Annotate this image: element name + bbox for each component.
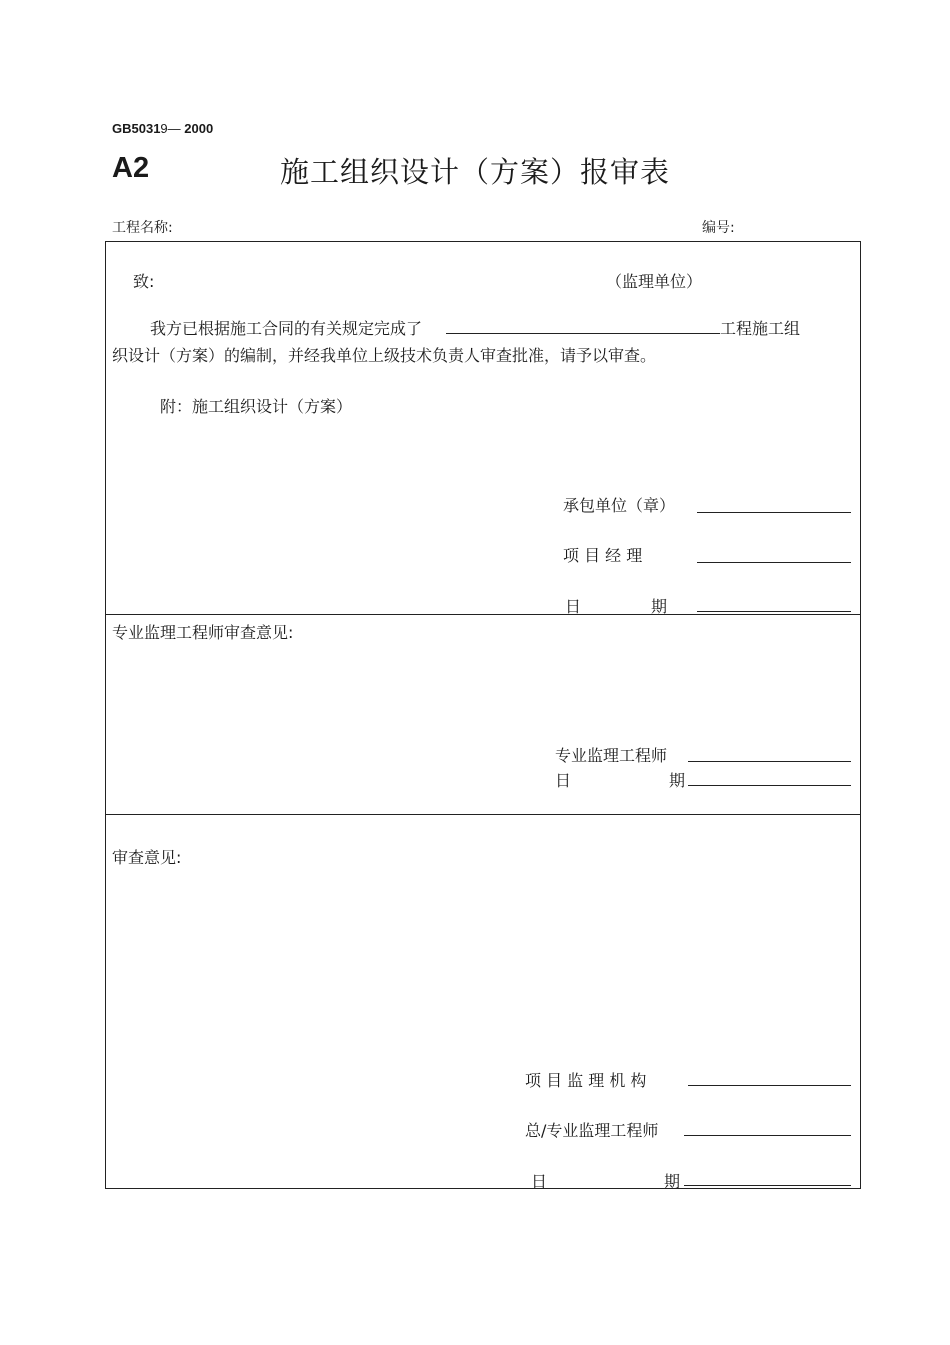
supervision-org-label: 项 目 监 理 机 构 [525, 1071, 647, 1090]
contractor-label: 承包单位（章） [563, 496, 676, 515]
application-paragraph [112, 315, 850, 369]
date-line-3[interactable] [684, 1185, 851, 1186]
date-label-char-2: 期 [664, 1172, 681, 1191]
attachment-label: 附：施工组织设计（方案） [160, 397, 353, 416]
project-manager-label: 项 目 经 理 [563, 546, 643, 565]
date-label-char-1: 日 [531, 1172, 548, 1191]
body-text-mid: 工程施工组 [720, 319, 801, 338]
project-name-blank[interactable] [446, 319, 720, 334]
date-line-2[interactable] [688, 785, 851, 786]
form-code: A2 [112, 152, 150, 184]
date-line-1[interactable] [697, 611, 851, 612]
date-label-char-2: 期 [651, 597, 668, 616]
standard-code-number: GB5031 [112, 121, 161, 136]
chief-engineer-signature-line[interactable] [684, 1135, 851, 1136]
date-label-char-2: 期 [669, 771, 686, 790]
engineer-signature-line[interactable] [688, 761, 851, 762]
number-label: 编号: [702, 220, 735, 236]
standard-code-year: 2000 [184, 121, 214, 136]
standard-code [112, 121, 213, 136]
engineer-label: 专业监理工程师 [555, 746, 668, 765]
section-divider-2 [105, 814, 861, 815]
contractor-signature-line[interactable] [697, 512, 851, 513]
to-label: 致: [133, 272, 155, 291]
date-label-char-1: 日 [555, 771, 572, 790]
project-manager-signature-line[interactable] [697, 562, 851, 563]
supervision-org-signature-line[interactable] [688, 1085, 851, 1086]
standard-code-separator: 9— [160, 121, 181, 136]
body-text-start: 我方已根据施工合同的有关规定完成了 [150, 319, 423, 338]
section-divider-1 [105, 614, 861, 615]
supervisor-unit-label: （监理单位） [606, 272, 703, 291]
body-text-end: 织设计（方案）的编制，并经我单位上级技术负责人审查批准，请予以审查。 [112, 346, 657, 365]
review-opinion-label: 审查意见: [112, 848, 182, 867]
form-table [105, 241, 861, 1189]
form-title: 施工组织设计（方案）报审表 [280, 155, 671, 189]
engineer-opinion-label: 专业监理工程师审查意见: [112, 623, 294, 642]
date-label-char-1: 日 [565, 597, 582, 616]
project-name-label: 工程名称: [112, 220, 173, 236]
chief-engineer-label: 总/专业监理工程师 [525, 1121, 659, 1140]
